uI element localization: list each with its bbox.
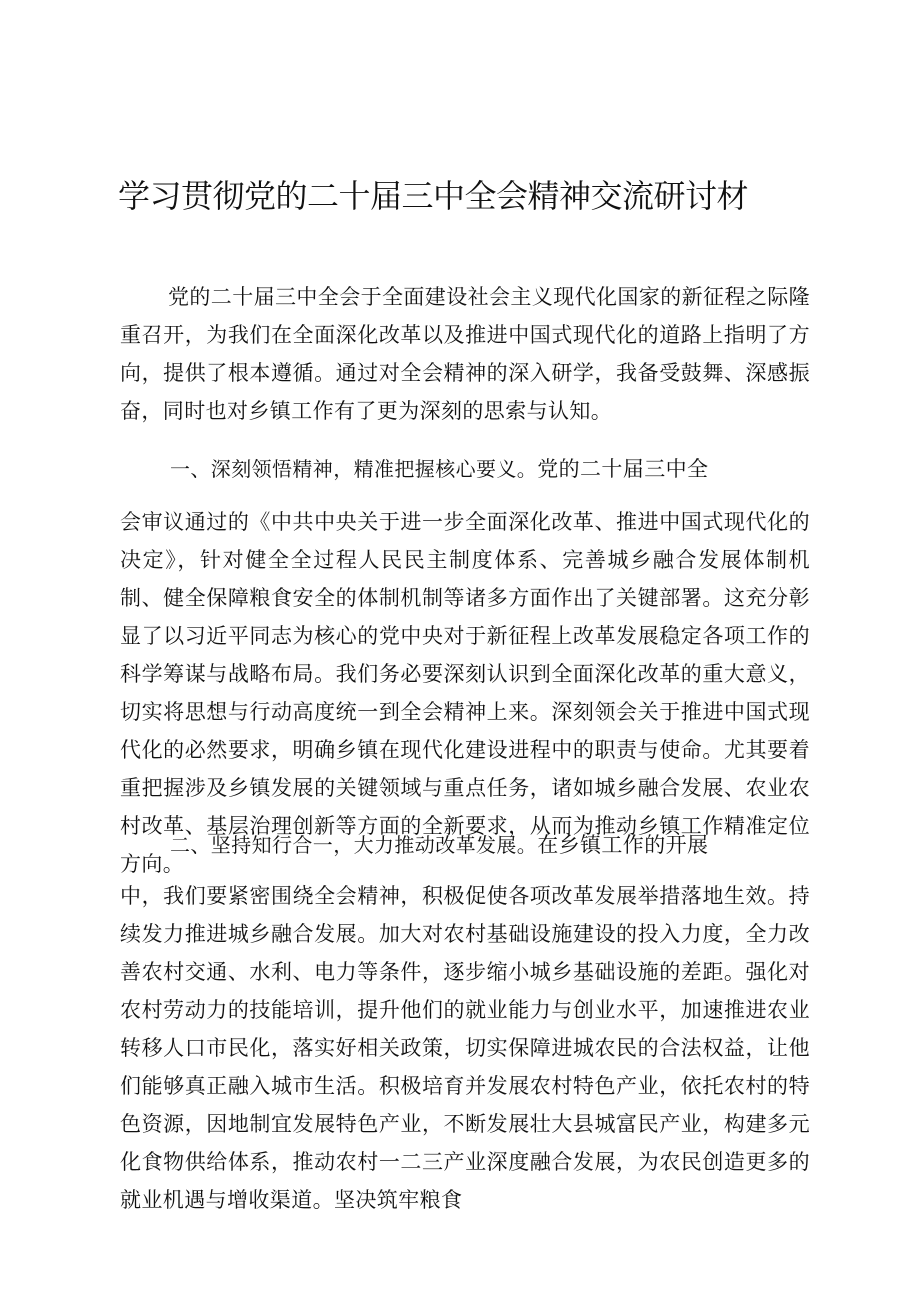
document-title: 学习贯彻党的二十届三中全会精神交流研讨材 <box>118 177 749 215</box>
section-1-heading: 一、深刻领悟精神，精准把握核心要义。 <box>170 457 538 481</box>
section-2-heading-line <box>170 826 820 864</box>
section-2-heading: 二、坚持知行合一，大力推动改革发展。 <box>170 833 538 857</box>
section-2-body: 中，我们要紧密围绕全会精神，积极促使各项改革发展举措落地生效。持续发力推进城乡融合发展。加大对农村基础设施建设的投入力度，全力改善农村交通、水利、电力等条件，逐步缩小城乡基础设施的差距。强化对农村劳动力的技能培训，提升他们的就业能力与创业水平，加速推进农业转移人口市民化，落实好相关政策，切实保障进城农民的合法权益，让他们能够真正融入城市生活。积极培育并发展农村特色产业，依托农村的特色资源，因地制宜发展特色产业，不断发展壮大县城富民产业，构建多元化食物供给体系，推动农村一二三产业深度融合发展，为农民创造更多的就业机遇与增收渠道。坚决筑牢粮食 <box>120 884 810 1212</box>
intro-paragraph: 党的二十届三中全会于全面建设社会主义现代化国家的新征程之际隆重召开，为我们在全面深化改革以及推进中国式现代化的道路上指明了方向，提供了根本遵循。通过对全会精神的深入研学，我备受鼓舞、深感振奋，同时也对乡镇工作有了更为深刻的思索与认知。 <box>120 285 810 423</box>
section-2-heading-continuation: 在乡镇工作的开展 <box>537 833 709 857</box>
section-1-body: 会审议通过的《中共中央关于进一步全面深化改革、推进中国式现代化的决定》，针对健全全过程人民民主制度体系、完善城乡融合发展体制机制、健全保障粮食安全的体制机制等诸多方面作出了关键部署。这充分彰显了以习近平同志为核心的党中央对于新征程上改革发展稳定各项工作的科学筹谋与战略布局。我们务必要深刻认识到全面深化改革的重大意义，切实将思想与行动高度统一到全会精神上来。深刻领会关于推进中国式现代化的必然要求，明确乡镇在现代化建设进程中的职责与使命。尤其要着重把握涉及乡镇发展的关键领域与重点任务，诸如城乡融合发展、农业农村改革、基层治理创新等方面的全新要求，从而为推动乡镇工作精准定位方向。 <box>120 510 810 876</box>
section-1-heading-line <box>170 450 820 488</box>
section-1-heading-continuation: 党的二十届三中全 <box>537 457 709 481</box>
